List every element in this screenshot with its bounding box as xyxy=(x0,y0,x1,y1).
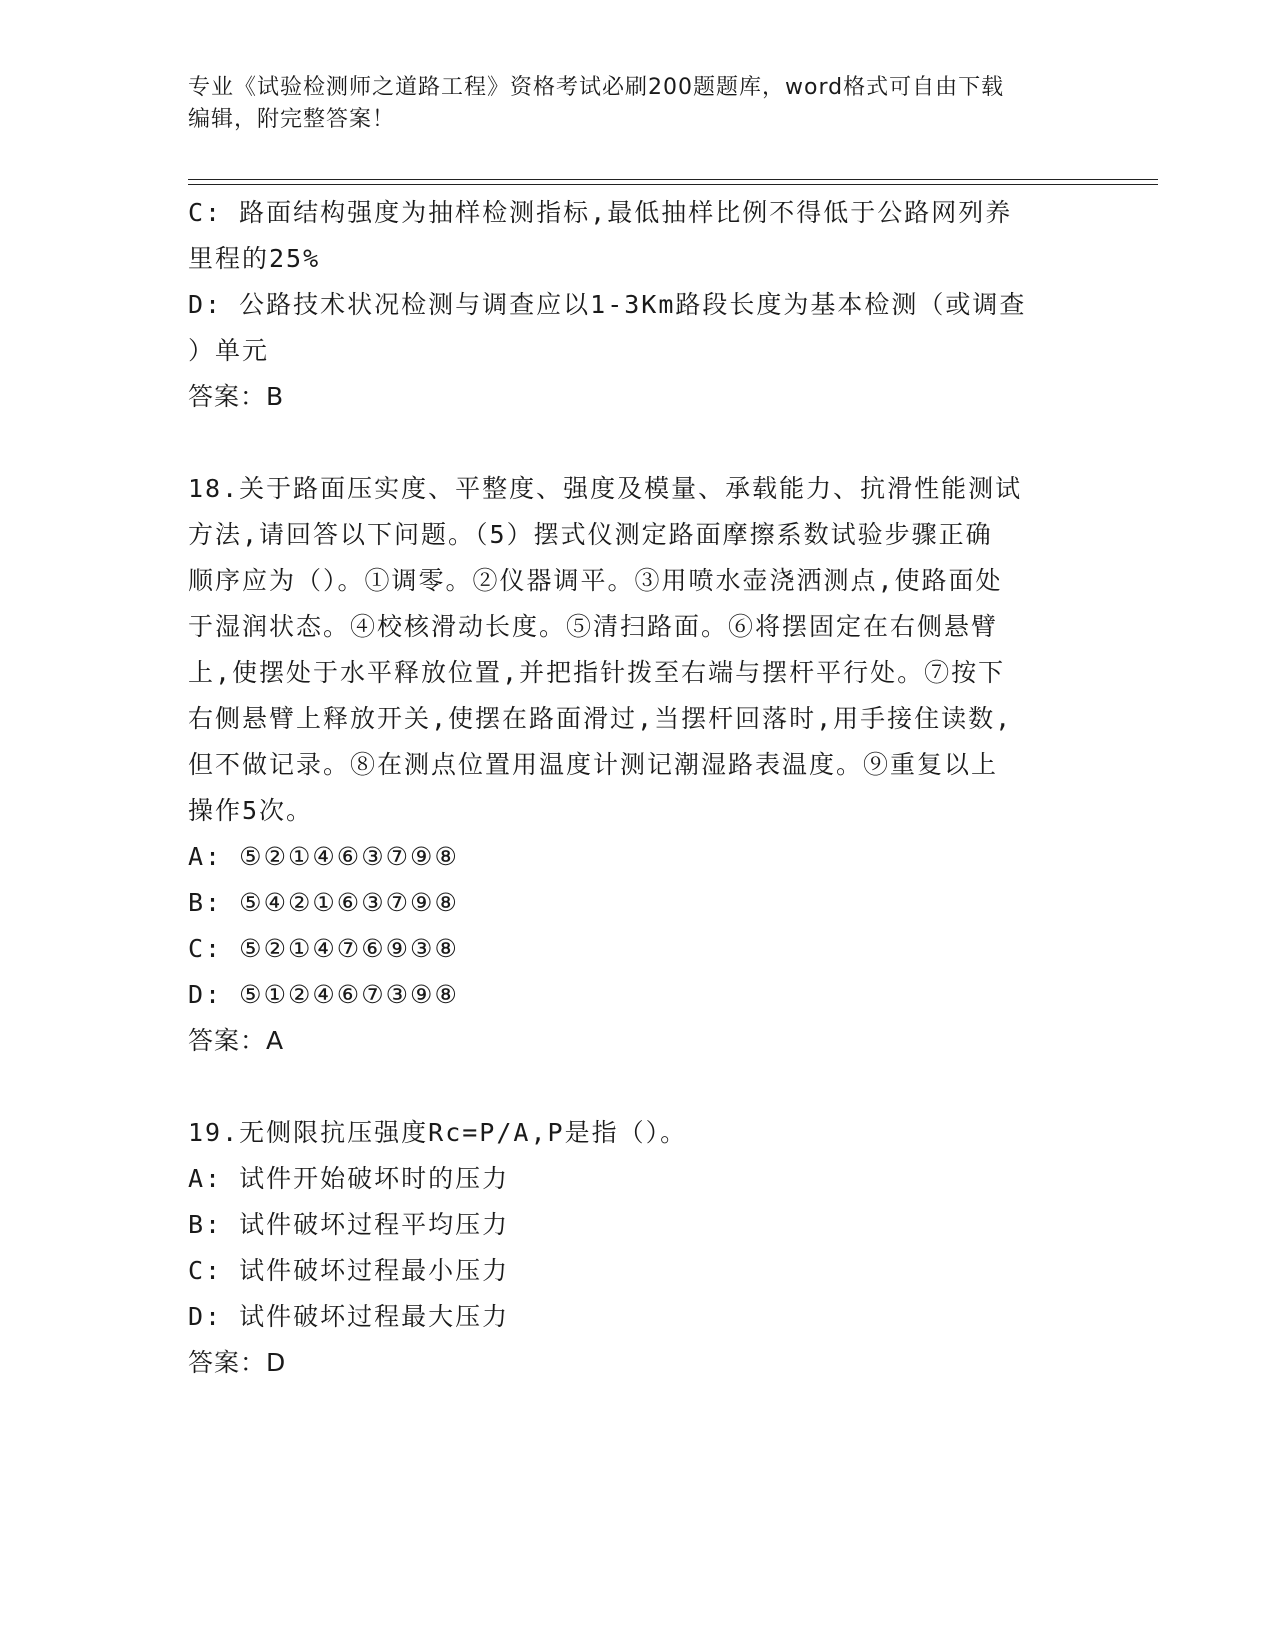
q18-stem-line: 操作5次。 xyxy=(188,796,314,825)
q18-stem-line: 于湿润状态。④校核滑动长度。⑤清扫路面。⑥将摆固定在右侧悬臂 xyxy=(188,612,999,641)
question-content xyxy=(188,190,1088,1386)
q19-option-d: D: 试件破坏过程最大压力 xyxy=(188,1302,510,1331)
q19-answer: 答案：D xyxy=(188,1348,287,1377)
q18-stem-line: 顺序应为（）。①调零。②仪器调平。③用喷水壶浇洒测点,使路面处 xyxy=(188,566,1003,595)
q17-option-d-line2: ）单元 xyxy=(188,336,270,365)
spacer xyxy=(188,1064,1088,1110)
q19-option-b: B: 试件破坏过程平均压力 xyxy=(188,1210,510,1239)
header-title-line1: 专业《试验检测师之道路工程》资格考试必刷200题题库，word格式可自由下载 xyxy=(188,75,1005,100)
q17-answer: 答案：B xyxy=(188,382,285,411)
q18-option-d: D: ⑤①②④⑥⑦③⑨⑧ xyxy=(188,980,459,1009)
header-title-line2: 编辑，附完整答案！ xyxy=(188,107,396,132)
q19-option-a: A: 试件开始破坏时的压力 xyxy=(188,1164,510,1193)
q18-stem-line: 上,使摆处于水平释放位置,并把指针拨至右端与摆杆平行处。⑦按下 xyxy=(188,658,1006,687)
q19-option-c: C: 试件破坏过程最小压力 xyxy=(188,1256,510,1285)
q17-option-c-line1: C: 路面结构强度为抽样检测指标,最低抽样比例不得低于公路网列养 xyxy=(188,198,1013,227)
q18-option-c: C: ⑤②①④⑦⑥⑨③⑧ xyxy=(188,934,459,963)
q18-stem-line: 18.关于路面压实度、平整度、强度及模量、承载能力、抗滑性能测试 xyxy=(188,474,1023,503)
header-divider-bottom xyxy=(188,184,1158,185)
q17-option-c-line2: 里程的25% xyxy=(188,244,321,273)
q17-option-d-line1: D: 公路技术状况检测与调查应以1-3Km路段长度为基本检测（或调查 xyxy=(188,290,1027,319)
q18-stem-line: 但不做记录。⑧在测点位置用温度计测记潮湿路表温度。⑨重复以上 xyxy=(188,750,999,779)
q18-option-b: B: ⑤④②①⑥③⑦⑨⑧ xyxy=(188,888,459,917)
q19-stem: 19.无侧限抗压强度Rc=P/A,P是指（）。 xyxy=(188,1118,688,1147)
q18-answer: 答案：A xyxy=(188,1026,285,1055)
document-header xyxy=(188,72,1088,136)
header-divider-top xyxy=(188,179,1158,180)
q18-stem-line: 方法,请回答以下问题。（5）摆式仪测定路面摩擦系数试验步骤正确 xyxy=(188,520,993,549)
q18-stem-line: 右侧悬臂上释放开关,使摆在路面滑过,当摆杆回落时,用手接住读数, xyxy=(188,704,1013,733)
q18-option-a: A: ⑤②①④⑥③⑦⑨⑧ xyxy=(188,842,459,871)
spacer xyxy=(188,420,1088,466)
